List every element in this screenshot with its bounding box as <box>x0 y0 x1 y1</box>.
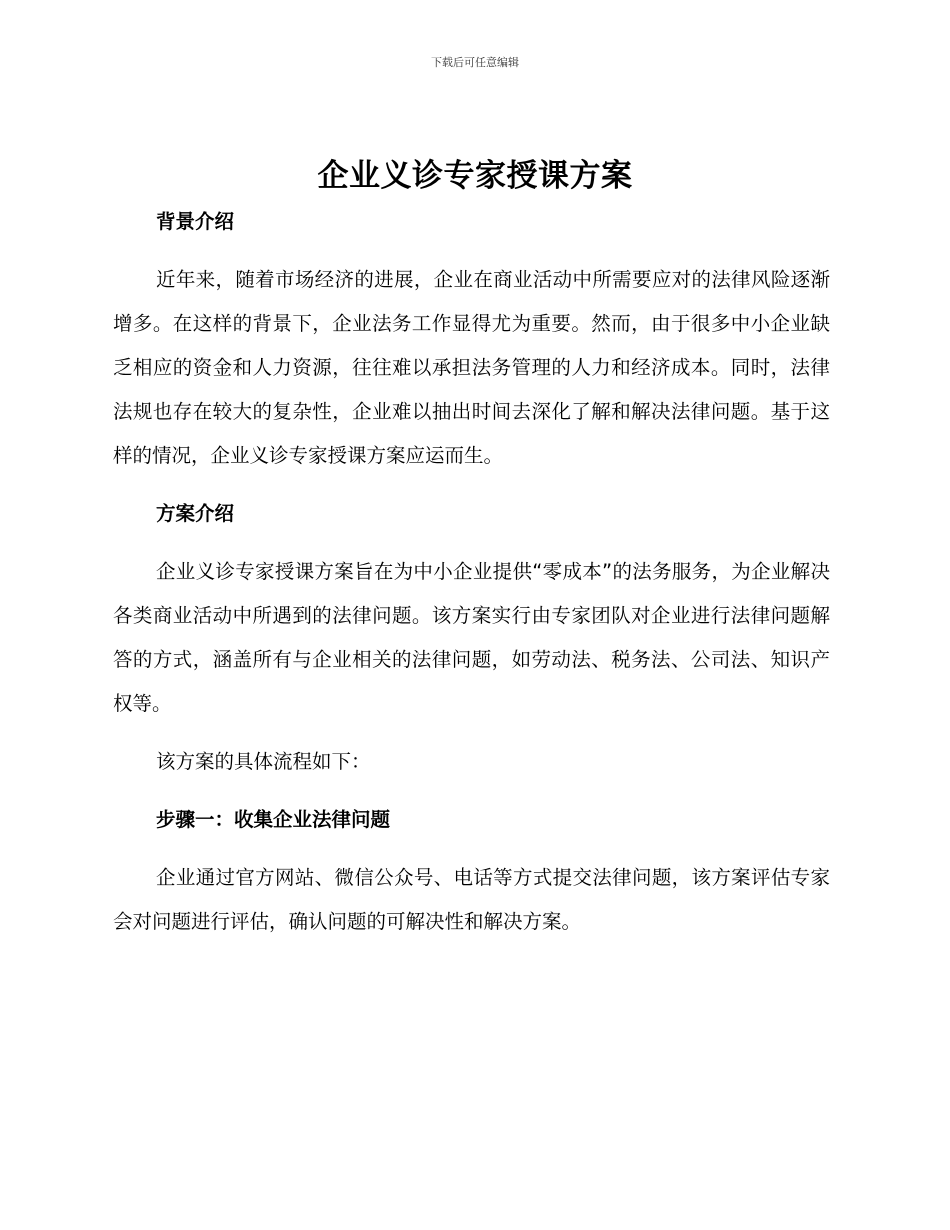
background-heading: 背景介绍 <box>156 210 235 233</box>
page-header-note: 下载后可任意编辑 <box>431 56 519 69</box>
process-intro: 该方案的具体流程如下： <box>156 750 371 773</box>
document-body <box>113 200 830 944</box>
plan-heading: 方案介绍 <box>156 502 235 525</box>
step1-heading: 步骤一：收集企业法律问题 <box>156 808 391 831</box>
document-title: 企业义诊专家授课方案 <box>317 158 633 194</box>
plan-paragraph: 企业义诊专家授课方案旨在为中小企业提供“零成本”的法务服务，为企业解决各类商业活动中所遇到的法律问题。该方案实行由专家团队对企业进行法律问题解答的方式，涵盖所有与企业相关的法律问题，如劳动法、税务法、公司法、知识产权等。 <box>113 560 830 715</box>
step1-paragraph: 企业通过官方网站、微信公众号、电话等方式提交法律问题，该方案评估专家会对问题进行评估，确认问题的可解决性和解决方案。 <box>113 866 830 933</box>
background-paragraph: 近年来，随着市场经济的进展，企业在商业活动中所需要应对的法律风险逐渐增多。在这样的背景下，企业法务工作显得尤为重要。然而，由于很多中小企业缺乏相应的资金和人力资源，往往难以承担法务管理的人力和经济成本。同时，法律法规也存在较大的复杂性，企业难以抽出时间去深化了解和解决法律问题。基于这样的情况，企业义诊专家授课方案应运而生。 <box>113 268 830 467</box>
